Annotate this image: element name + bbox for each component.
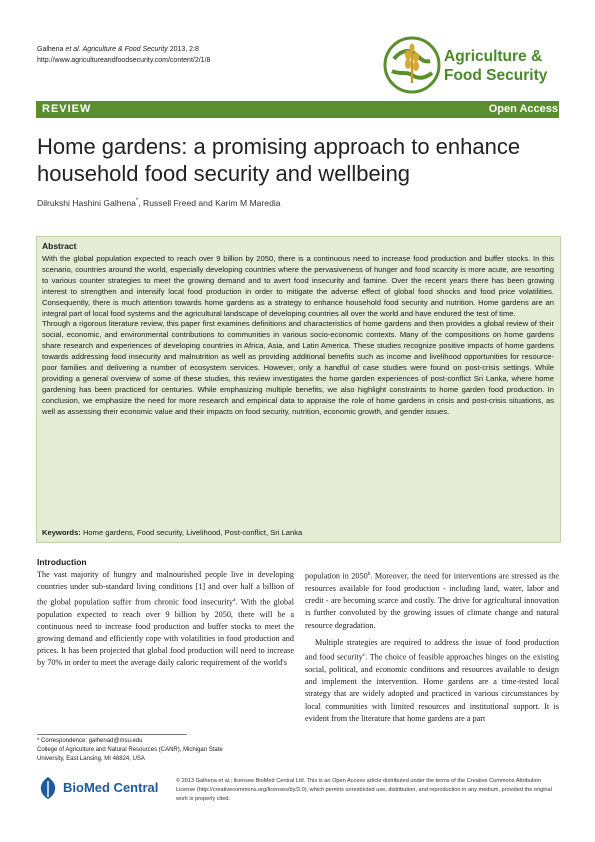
section-heading: Introduction <box>37 557 87 567</box>
abstract-paragraph: Through a rigorous literature review, this paper first examines definitions and characteristics of home gardens and then provides a global review of their social, economic, and environmental contributions to communities in various socio-economic contexts. Many of the compositions on home gardens share research and experiences of developing countries in Africa, Asia, and Latin America. These studies recognize positive impacts of home gardens towards addressing food insecurity and malnutrition as well as providing additional benefits such as income and livelihood opportunities for resource-poor families and delivering a number of ecosystem services. However, only a handful of case studies were found on post-crisis settings. While providing a general overview of some of these studies, this review investigates the home garden experiences of post-conflict Sri Lanka, where home gardening has been practiced for centuries. While emphasizing multiple benefits, we also highlight constraints to home garden food production. In conclusion, we emphasize the need for more research and empirical data to appraise the role of home gardens in crisis and post-crisis situations, as well as assessing their economic value and their impacts on food security, nutrition, economic growth, and gender issues. <box>42 319 554 416</box>
correspondence[interactable]: * Correspondence: galhenad@msu.edu <box>37 738 143 744</box>
copyright-notice: © 2013 Galhena et al.; licensee BioMed Central Ltd. This is an Open Access article distributed under the terms of the Creative Commons Attribution License (http://creativecommons.org/licenses/by/2.0), which permits unrestricted use, distribution, and reproduction in any medium, provided the original work is properly cited. <box>176 778 552 802</box>
globe-wheat-icon <box>380 33 444 97</box>
journal-name: Agriculture & Food Security <box>444 48 548 84</box>
publisher-name: BioMed Central <box>63 780 159 795</box>
article-type-label: REVIEW <box>42 103 92 115</box>
abstract-paragraph: With the global population expected to reach over 9 billion by 2050, there is a continuous need to increase food production and buffer stocks. In this scenario, countries around the world, especially developing countries where the pervasiveness of hunger and food scarcity is more acute, are resorting to various counter strategies to meet the growing demand and to avert food insecurity and famine. Over the recent years there has been growing interest to strengthen and intensify local food production in order to mitigate the adverse effect of global food shocks and food price volatilities. Consequently, there is much attention towards home gardens as a strategy to enhance household food security and nutrition. Home gardens are an integral part of local food systems and the agricultural landscape of developing countries all over the world and have endured the test of time. <box>42 254 554 318</box>
body-paragraph: The vast majority of hungry and malnourished people live in developing countries under sub-standard living conditions [1] and over half a billion of the global population suffer from chronic food insecurity$^a$. With the global population expected to reach over 9 billion by 2050, there will be a continuous need to increase food production and buffer stocks to meet the growing demand and efficiently cope with volatilities in food production and prices. It has been projected that global food production will need to increase by 70% in order to meet the average daily caloric requirement of the world's <box>37 570 294 668</box>
keywords: Keywords: Home gardens, Food security, Livelihood, Post-conflict, Sri Lanka <box>42 528 303 537</box>
abstract-heading: Abstract <box>42 241 77 251</box>
footnote-divider <box>37 734 187 735</box>
footnote: * Correspondence: galhenad@msu.edu College of Agriculture and Natural Resources (CANR), Michigan State University, East Lansing, MI 48824, USA <box>37 737 297 764</box>
article-title: Home gardens: a promising approach to enhance household food security and wellbeing <box>37 134 521 186</box>
article-url[interactable]: http://www.agricultureandfoodsecurity.com/content/2/1/8 <box>37 57 211 64</box>
body-paragraph: Multiple strategies are required to address the issue of food production and food security$^c$. The choice of feasible approaches hinges on the existing social, political, and economic conditions and resources available to design and implement the intervention. Home gardens are a time-tested local strategy that are widely adopted and practiced in various circumstances by local communities with limited resources and institutional support. It is evident from the literature that home gardens are a part <box>305 637 559 723</box>
header-citation: Galhena et al. Agriculture & Food Security 2013, 2:8 http://www.agricultureandfoodsecurity.com/content/2/1/8 <box>37 46 211 64</box>
author-list: Dilrukshi Hashini Galhena*, Russell Freed and Karim M Maredia <box>37 198 281 208</box>
body-column-left <box>37 556 294 670</box>
body-paragraph: population in 2050$^b$. Moreover, the need for interventions are stressed as the resources available for food production - including land, water, labor and credit - are becoming scarce and costly. The drive for agricultural innovation is further convoluted by the growing issues of climate change and natural resource degradation. <box>305 571 560 630</box>
abstract-text <box>42 254 554 418</box>
body-column-right <box>305 568 559 725</box>
open-access-label: Open Access <box>488 103 558 115</box>
bmc-leaf-icon <box>37 775 59 801</box>
publisher-logo <box>37 775 157 805</box>
article-type-bar <box>36 101 559 118</box>
